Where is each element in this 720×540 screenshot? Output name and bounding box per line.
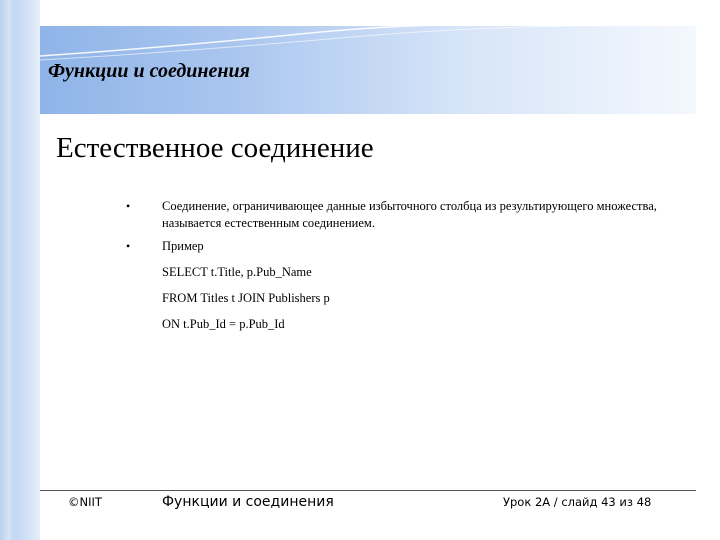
footer-copyright: ©NIIT: [68, 495, 102, 509]
code-line: SELECT t.Title, p.Pub_Name: [162, 265, 312, 279]
footer-title: Функции и соединения: [162, 494, 334, 510]
bullet-marker: •: [126, 239, 131, 253]
code-line: FROM Titles t JOIN Publishers p: [162, 291, 330, 305]
bullet-marker: •: [126, 199, 131, 213]
bullet-text: Пример: [162, 239, 204, 253]
bullet-item: [126, 238, 666, 256]
header-band: [40, 26, 696, 114]
footer-divider: [40, 490, 696, 491]
bullet-text: Соединение, ограничивающее данные избыточного столбца из результирующего множества, называется естественным соединением.: [162, 199, 657, 230]
bullet-item: [126, 198, 666, 234]
slide-title: Естественное соединение: [56, 132, 374, 164]
header-title: Функции и соединения: [48, 60, 250, 82]
left-decorative-bar: [0, 0, 40, 540]
code-line: ON t.Pub_Id = p.Pub_Id: [162, 317, 285, 331]
footer-page-number: Урок 2А / слайд 43 из 48: [503, 495, 652, 509]
